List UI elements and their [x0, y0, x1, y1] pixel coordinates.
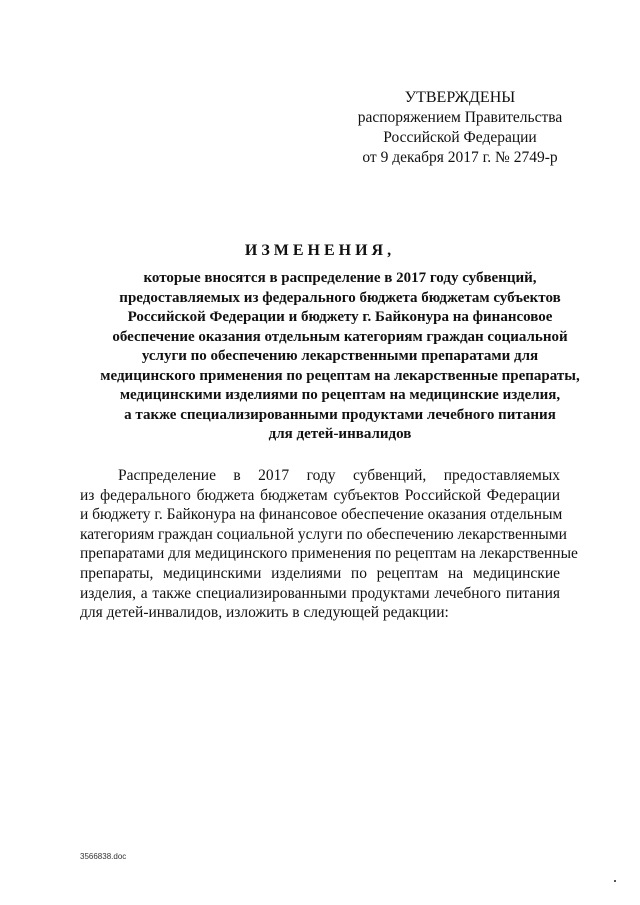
subtitle-line: медицинского применения по рецептам на лекарственные препараты,: [100, 367, 580, 384]
body-line: препаратами для медицинского применения по рецептам на лекарственные: [80, 545, 578, 563]
scan-dot: [614, 880, 616, 882]
document-subtitle: [70, 269, 610, 445]
subtitle-line: для детей-инвалидов: [268, 426, 412, 442]
approval-line-2: Российской Федерации: [383, 129, 537, 146]
body-line: препараты, медицинскими изделиями по рецептам на медицинские: [80, 564, 560, 582]
body-paragraph: [80, 466, 578, 623]
subtitle-line: услуги по обеспечению лекарственными препаратами для: [141, 348, 539, 364]
approval-line-1: распоряжением Правительства: [357, 109, 563, 126]
body-line: и бюджету г. Байконура на финансовое обеспечение оказания отдельным: [80, 506, 563, 524]
subtitle-line: обеспечение оказания отдельным категориям граждан социальной: [112, 328, 568, 345]
subtitle-line: которые вносятся в распределение в 2017 году субвенций,: [143, 270, 537, 286]
document-file-number: 3566838.doc: [80, 852, 127, 861]
approval-block: [340, 88, 580, 168]
body-line: из федерального бюджета бюджетам субъектов Российской Федерации: [80, 486, 560, 504]
subtitle-line: медицинскими изделиями по рецептам на медицинские изделия,: [119, 387, 561, 403]
subtitle-line: Российской Федерации и бюджету г. Байконура на финансовое: [127, 309, 553, 325]
subtitle-line: предоставляемых из федерального бюджета бюджетам субъектов: [119, 289, 561, 306]
subtitle-line: а также специализированными продуктами лечебного питания: [124, 406, 556, 423]
approval-line-3: от 9 декабря 2017 г. № 2749-р: [362, 149, 558, 166]
body-line: изделия, а также специализированными продуктами лечебного питания: [80, 584, 560, 602]
body-line: Распределение в 2017 году субвенций, предоставляемых: [118, 467, 560, 484]
body-line: категориям граждан социальной услуги по обеспечению лекарственными: [80, 525, 567, 543]
approval-heading: УТВЕРЖДЕНЫ: [404, 89, 516, 106]
document-title: ИЗМЕНЕНИЯ,: [244, 242, 396, 259]
body-line: для детей-инвалидов, изложить в следующей редакции:: [80, 604, 449, 622]
